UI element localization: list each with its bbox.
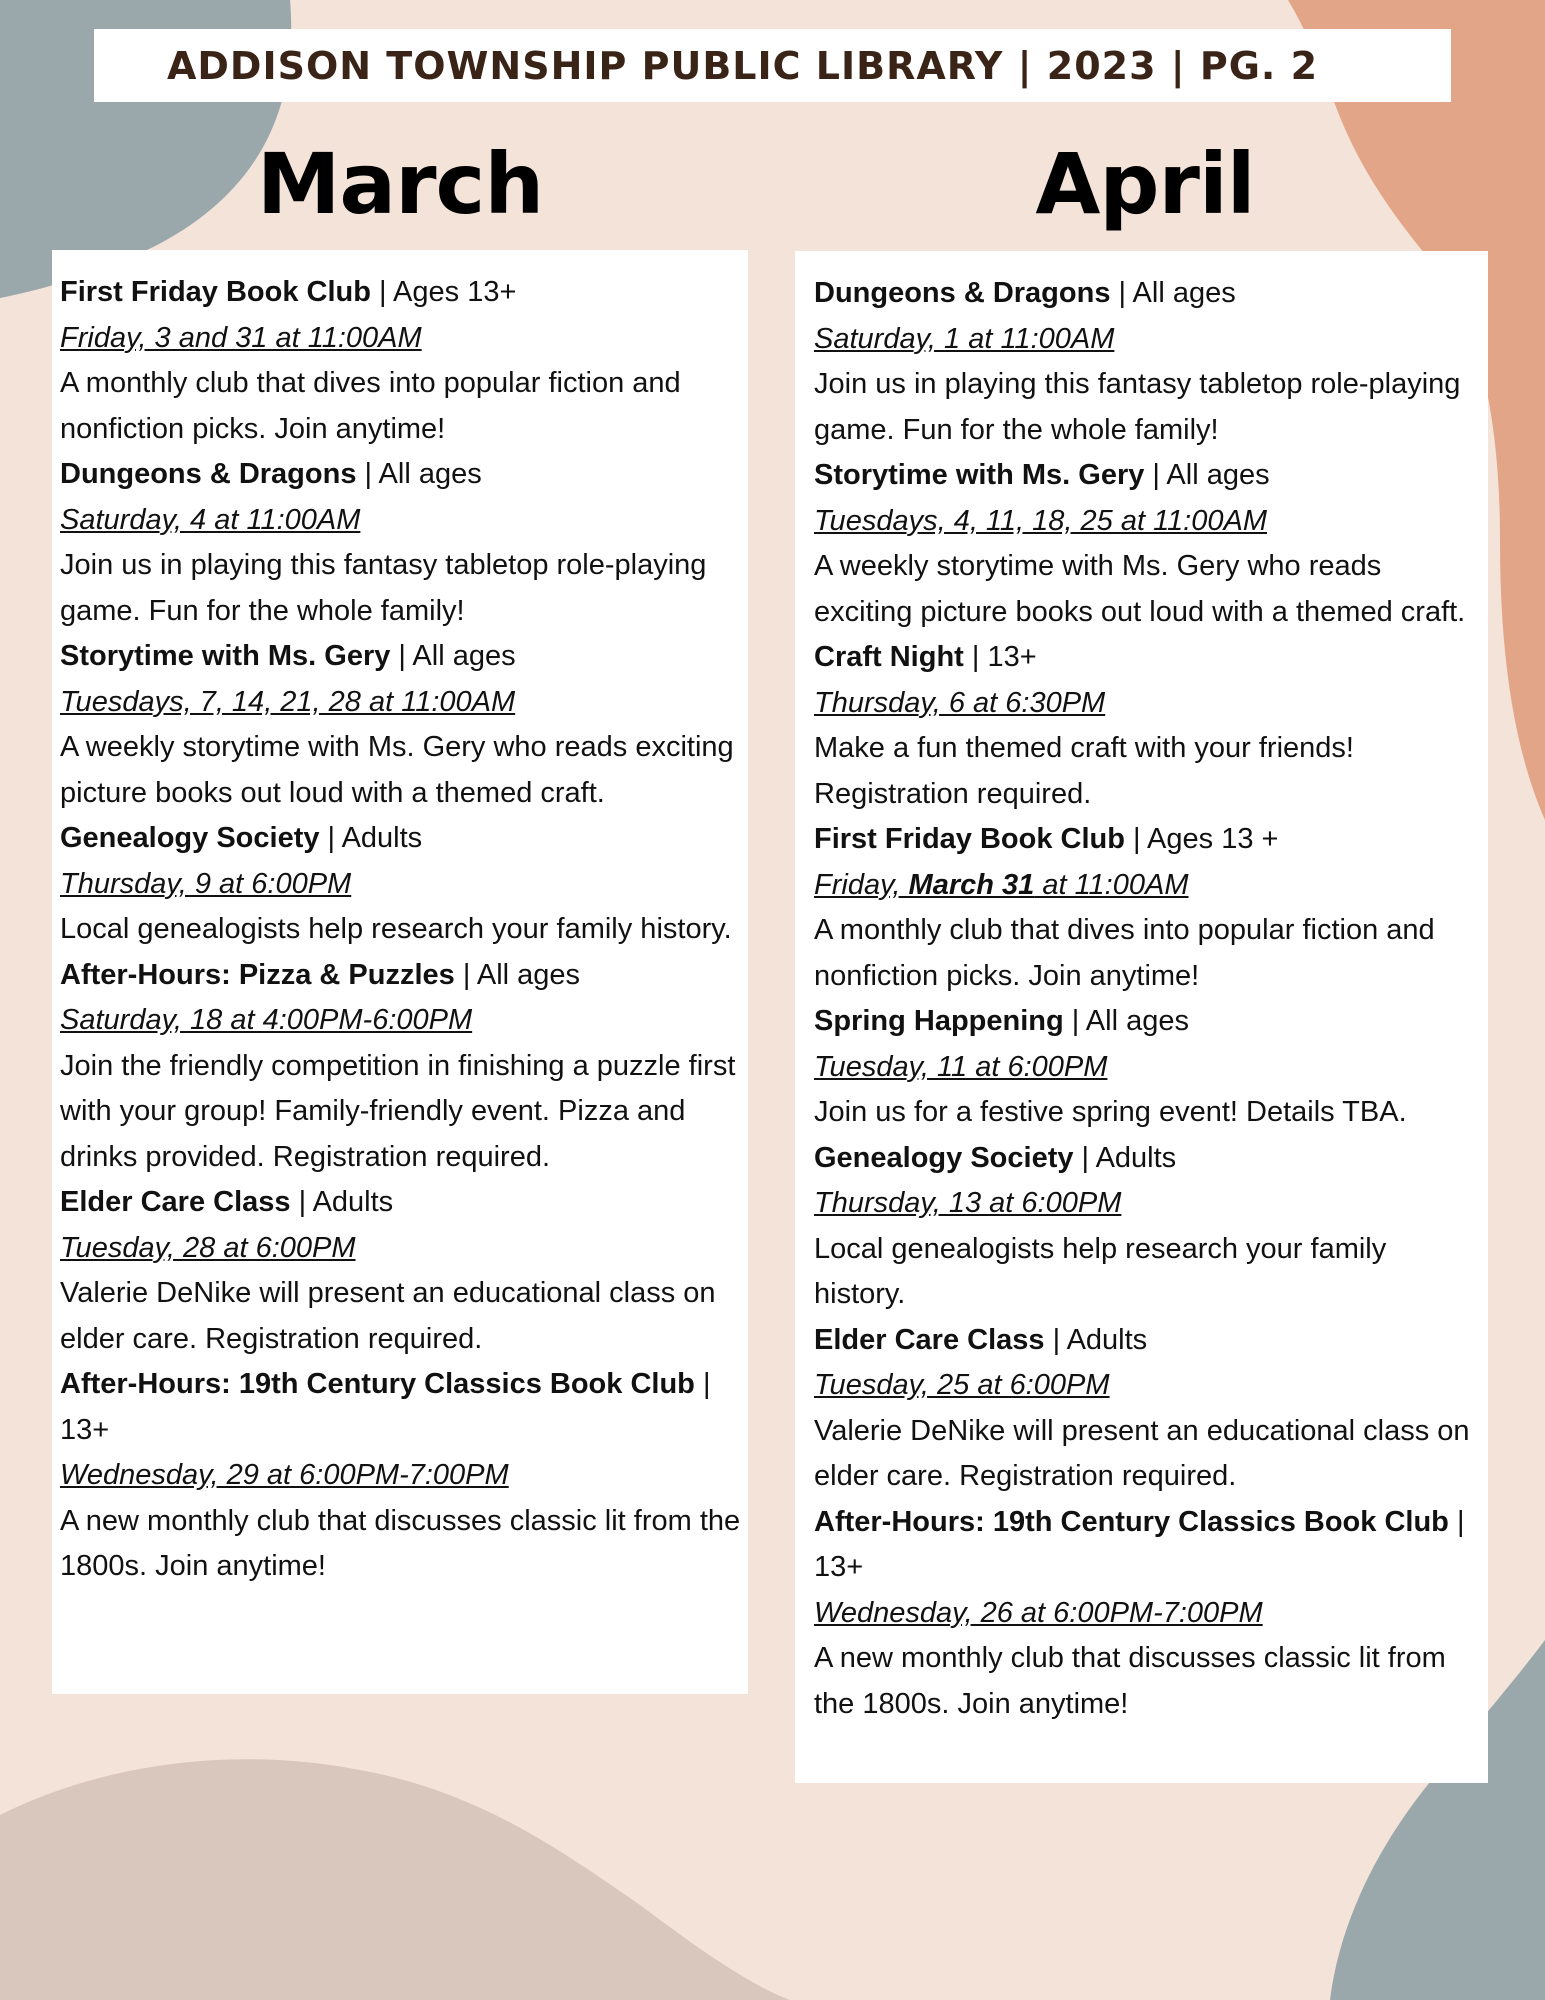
event-separator: | (1448, 1505, 1465, 1538)
event-name: After-Hours: 19th Century Classics Book Club (814, 1505, 1449, 1538)
header-bar (94, 29, 1451, 102)
event-item (60, 634, 742, 816)
event-item (814, 453, 1478, 635)
event-separator: | (454, 958, 477, 991)
event-audience: Ages 13+ (393, 276, 517, 308)
event-item (814, 635, 1478, 817)
event-item (60, 452, 742, 634)
event-item (814, 1136, 1478, 1318)
header-title: ADDISON TOWNSHIP PUBLIC LIBRARY | 2023 | PG. 2 (166, 43, 1319, 88)
event-name: Dungeons & Dragons (60, 458, 357, 490)
event-description: A weekly storytime with Ms. Gery who reads exciting picture books out loud with a themed craft. (814, 550, 1466, 628)
event-name: After-Hours: 19th Century Classics Book Club (60, 1368, 695, 1400)
event-name: Storytime with Ms. Gery (814, 459, 1145, 491)
event-separator: | (319, 822, 342, 854)
event-item (814, 1500, 1478, 1728)
event-date: Saturday, 4 at 11:00AM (60, 503, 361, 536)
event-separator: | (1044, 1323, 1067, 1356)
event-separator: | (290, 1186, 313, 1218)
event-separator: | (963, 641, 988, 673)
event-audience: Adults (341, 822, 423, 854)
event-description: A monthly club that dives into popular fiction and nonfiction picks. Join anytime! (814, 914, 1435, 992)
event-audience: 13+ (987, 641, 1037, 673)
event-description: Local genealogists help research your family history. (60, 913, 732, 945)
event-separator: | (1144, 459, 1167, 491)
event-audience: All ages (412, 640, 516, 672)
event-description: A new monthly club that discusses classic lit from the 1800s. Join anytime! (814, 1642, 1446, 1720)
event-separator: | (390, 640, 413, 672)
event-name: Genealogy Society (60, 822, 320, 854)
event-date: Thursday, 6 at 6:30PM (814, 686, 1106, 719)
event-description: A weekly storytime with Ms. Gery who reads exciting picture books out loud with a themed craft. (60, 731, 734, 809)
april-events-panel (795, 251, 1488, 1783)
event-name: Spring Happening (814, 1005, 1064, 1037)
event-name: Genealogy Society (814, 1141, 1074, 1174)
march-events-panel (52, 250, 748, 1694)
event-audience: 13+ (814, 1551, 864, 1583)
event-item (814, 999, 1478, 1136)
event-description: Join us in playing this fantasy tabletop role-playing game. Fun for the whole family! (60, 549, 707, 627)
event-date-suffix: at 11:00AM (1034, 868, 1189, 901)
event-date: Thursday, 13 at 6:00PM (814, 1187, 1122, 1219)
event-description: Valerie DeNike will present an educational class on elder care. Registration required. (60, 1277, 716, 1355)
event-description: Join the friendly competition in finishing a puzzle first with your group! Family-friendly event. Pizza and drinks provided. Registration required. (60, 1049, 736, 1173)
event-name: Dungeons & Dragons (814, 277, 1111, 309)
march-title: March (256, 135, 544, 233)
event-audience: Ages 13 + (1147, 823, 1279, 855)
event-separator: | (1124, 823, 1148, 855)
event-name: Storytime with Ms. Gery (60, 640, 391, 672)
event-audience: Adults (1095, 1141, 1177, 1174)
event-date: Tuesday, 28 at 6:00PM (60, 1231, 356, 1264)
event-separator: | (370, 276, 394, 308)
event-name: Elder Care Class (60, 1186, 291, 1218)
event-date: Tuesday, 11 at 6:00PM (814, 1050, 1108, 1083)
event-item (814, 271, 1478, 453)
event-name: Elder Care Class (814, 1323, 1045, 1356)
event-date: Friday, 3 and 31 at 11:00AM (60, 321, 422, 354)
event-separator: | (1073, 1141, 1096, 1174)
event-description: A new monthly club that discusses classic lit from the 1800s. Join anytime! (60, 1504, 741, 1582)
event-description: Join us in playing this fantasy tabletop role-playing game. Fun for the whole family! (814, 368, 1461, 446)
event-item (60, 1180, 742, 1362)
event-separator: | (1063, 1005, 1086, 1037)
event-description: Make a fun themed craft with your friends! Registration required. (814, 732, 1354, 810)
event-item (60, 1362, 742, 1590)
event-date: Tuesday, 25 at 6:00PM (814, 1369, 1110, 1401)
event-date: Saturday, 18 at 4:00PM-6:00PM (60, 1004, 473, 1036)
blob-bottom-left (0, 1759, 790, 2000)
event-date: Saturday, 1 at 11:00AM (814, 322, 1115, 355)
event-item (60, 953, 742, 1181)
event-item (814, 1318, 1478, 1500)
event-description: Valerie DeNike will present an educational class on elder care. Registration required. (814, 1414, 1470, 1492)
event-date-highlight: March 31 (908, 868, 1035, 901)
event-audience: 13+ (60, 1413, 110, 1446)
event-separator: | (1110, 277, 1133, 309)
event-description: Local genealogists help research your family history. (814, 1232, 1387, 1310)
event-date-prefix: Friday, (814, 868, 909, 901)
event-separator: | (694, 1368, 711, 1400)
event-item (60, 816, 742, 953)
event-audience: All ages (1085, 1005, 1189, 1037)
event-audience: All ages (476, 958, 581, 991)
event-date: Tuesdays, 4, 11, 18, 25 at 11:00AM (814, 504, 1267, 537)
event-name: After-Hours: Pizza & Puzzles (60, 958, 455, 991)
event-name: First Friday Book Club (60, 276, 371, 308)
event-date (814, 863, 1478, 909)
event-audience: Adults (312, 1186, 394, 1218)
event-date: Wednesday, 26 at 6:00PM-7:00PM (814, 1596, 1263, 1629)
event-audience: Adults (1066, 1323, 1148, 1356)
april-title: April (1035, 135, 1255, 233)
event-date: Wednesday, 29 at 6:00PM-7:00PM (60, 1459, 509, 1491)
event-description: Join us for a festive spring event! Details TBA. (814, 1096, 1407, 1128)
event-audience: All ages (1132, 277, 1236, 309)
event-date: Tuesdays, 7, 14, 21, 28 at 11:00AM (60, 685, 516, 718)
event-name: First Friday Book Club (814, 823, 1125, 855)
event-name: Craft Night (814, 641, 964, 673)
event-item (814, 817, 1478, 999)
event-audience: All ages (1166, 459, 1270, 491)
event-item (60, 270, 742, 452)
event-separator: | (356, 458, 379, 490)
event-audience: All ages (378, 458, 482, 490)
event-description: A monthly club that dives into popular fiction and nonfiction picks. Join anytime! (60, 367, 681, 445)
event-date: Thursday, 9 at 6:00PM (60, 867, 352, 900)
